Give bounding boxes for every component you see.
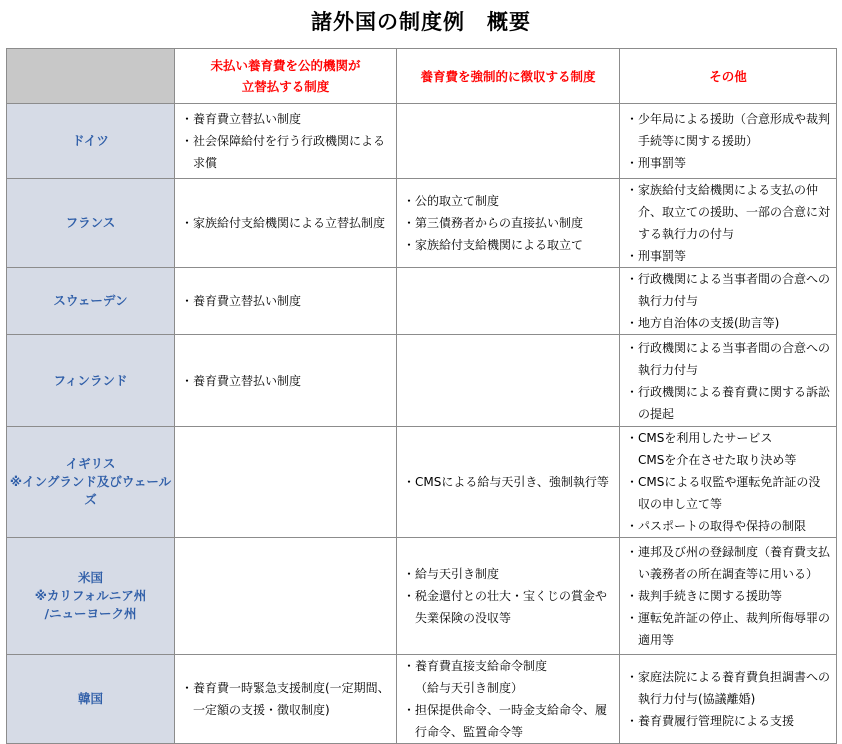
list-item: [626, 268, 830, 312]
bullet-list: [181, 290, 390, 312]
system-cell-col1: [175, 268, 397, 335]
page-title: 諸外国の制度例 概要: [311, 10, 531, 34]
bullet-mark: ・: [181, 112, 194, 126]
list-item: [403, 655, 613, 699]
system-cell-col2: [397, 427, 620, 538]
system-cell-col2: [397, 104, 620, 179]
system-cell-col3: [620, 104, 837, 179]
table-row: [7, 268, 837, 335]
bullet-list: [626, 108, 830, 174]
bullet-list: [403, 655, 613, 743]
bullet-mark: ・: [626, 316, 639, 330]
bullet-mark: ・: [626, 112, 639, 126]
header-label: 未払い養育費を公的機関が 立替払する制度: [210, 58, 361, 94]
bullet-mark: ・: [626, 272, 639, 286]
country-cell: [7, 538, 175, 655]
list-item-text: 家族給付支給機関による立替払制度: [193, 216, 386, 230]
list-item: [403, 585, 613, 629]
header-advance-payment: [175, 49, 397, 104]
country-name: 韓国: [77, 691, 103, 706]
country-cell: [7, 427, 175, 538]
list-item-text: CMSによる給与天引き、強制執行等: [415, 475, 609, 489]
list-item-text: 地方自治体の支援(助言等): [638, 316, 780, 330]
list-item-text: 刑事罰等: [638, 156, 687, 170]
country-name: フランス: [65, 215, 116, 230]
system-cell-col2: [397, 655, 620, 744]
list-item-text: パスポートの取得や保持の制限: [638, 519, 807, 533]
system-cell-col1: [175, 179, 397, 268]
system-cell-col3: [620, 179, 837, 268]
list-item-text: 家族給付支給機関による支払の仲介、取立ての援助、一部の合意に対する執行力の付与: [638, 183, 831, 241]
table-row: [7, 538, 837, 655]
bullet-mark: ・: [626, 611, 639, 625]
list-item-text: 養育費直接支給命令制度 （給与天引き制度）: [415, 659, 548, 695]
list-item-text: 運転免許証の停止、裁判所侮辱罪の適用等: [638, 611, 831, 647]
system-cell-col2: [397, 538, 620, 655]
system-cell-col1: [175, 538, 397, 655]
list-item-text: 行政機関による養育費に関する訴訟の提起: [638, 384, 831, 421]
list-item-text: 行政機関による当事者間の合意への執行力付与: [638, 272, 831, 308]
bullet-mark: ・: [626, 519, 639, 533]
country-name: ドイツ: [72, 133, 109, 148]
list-item: [626, 471, 830, 515]
header-label: 養育費を強制的に徴収する制度: [420, 68, 596, 84]
list-item-text: 連邦及び州の登録制度（養育費支払い義務者の所在調査等に用いる）: [638, 545, 831, 581]
bullet-mark: ・: [403, 703, 416, 717]
bullet-list: [403, 471, 613, 493]
bullet-mark: ・: [403, 589, 416, 603]
table-row: [7, 427, 837, 538]
list-item: [626, 152, 830, 174]
list-item-text: 養育費立替払い制度: [193, 294, 302, 308]
bullet-list: [181, 677, 390, 721]
comparison-table: [6, 48, 837, 744]
bullet-mark: ・: [626, 589, 639, 603]
bullet-mark: ・: [626, 183, 639, 197]
bullet-mark: ・: [626, 431, 639, 445]
system-cell-col3: [620, 538, 837, 655]
bullet-list: [626, 337, 830, 425]
list-item: [181, 130, 390, 174]
system-cell-col1: [175, 104, 397, 179]
list-item: [181, 290, 390, 312]
list-item-text: 家庭法院による養育費負担調書への執行力付与(協議離婚): [638, 670, 831, 706]
system-cell-col2: [397, 179, 620, 268]
list-item-text: 養育費立替払い制度: [193, 112, 302, 126]
list-item: [626, 337, 830, 381]
bullet-mark: ・: [626, 249, 639, 263]
list-item: [626, 427, 830, 471]
bullet-list: [181, 212, 390, 234]
system-cell-col1: [175, 335, 397, 427]
system-cell-col3: [620, 655, 837, 744]
list-item: [626, 381, 830, 425]
list-item: [626, 108, 830, 152]
list-item: [626, 541, 830, 585]
list-item-text: 担保提供命令、一時金支給命令、履行命令、監置命令等: [415, 703, 608, 739]
list-item: [181, 677, 390, 721]
bullet-list: [403, 190, 613, 256]
bullet-mark: ・: [626, 340, 639, 355]
bullet-list: [403, 563, 613, 629]
list-item: [626, 312, 830, 334]
system-cell-col1: [175, 427, 397, 538]
header-forced-collection: [397, 49, 620, 104]
list-item: [626, 515, 830, 537]
list-item-text: 養育費立替払い制度: [193, 373, 302, 388]
list-item: [626, 666, 830, 710]
list-item-text: 養育費履行管理院による支援: [638, 714, 795, 728]
list-item-text: 税金還付との壮大・宝くじの賞金や失業保険の没収等: [415, 589, 608, 625]
list-item: [626, 710, 830, 732]
list-item: [181, 212, 390, 234]
list-item-text: 第三債務者からの直接払い制度: [415, 216, 584, 230]
list-item: [626, 245, 830, 267]
system-cell-col1: [175, 655, 397, 744]
list-item: [181, 370, 390, 392]
list-item: [403, 699, 613, 743]
country-cell: [7, 179, 175, 268]
country-cell: [7, 104, 175, 179]
bullet-mark: ・: [181, 294, 194, 308]
list-item: [403, 212, 613, 234]
country-cell: [7, 335, 175, 427]
bullet-mark: ・: [626, 156, 639, 170]
list-item: [626, 607, 830, 651]
system-cell-col2: [397, 268, 620, 335]
bullet-mark: ・: [626, 545, 639, 559]
bullet-mark: ・: [626, 475, 639, 489]
system-cell-col3: [620, 268, 837, 335]
list-item: [403, 234, 613, 256]
bullet-list: [626, 666, 830, 732]
list-item: [403, 471, 613, 493]
header-other: [620, 49, 837, 104]
list-item: [181, 108, 390, 130]
header-corner-cell: [7, 49, 175, 104]
header-row: [7, 49, 837, 104]
table-row: [7, 655, 837, 744]
system-cell-col3: [620, 335, 837, 427]
table-row: [7, 179, 837, 268]
country-cell: [7, 268, 175, 335]
bullet-mark: ・: [403, 567, 416, 581]
bullet-mark: ・: [626, 714, 639, 728]
list-item-text: 養育費一時緊急支援制度(一定期間、一定額の支援・徴収制度): [193, 681, 390, 717]
bullet-mark: ・: [181, 373, 194, 388]
bullet-mark: ・: [181, 681, 194, 695]
bullet-list: [626, 179, 830, 267]
country-cell: [7, 655, 175, 744]
bullet-mark: ・: [626, 670, 639, 684]
list-item: [626, 179, 830, 245]
bullet-mark: ・: [403, 475, 416, 489]
header-label: その他: [709, 68, 747, 84]
system-cell-col2: [397, 335, 620, 427]
list-item-text: 家族給付支給機関による取立て: [415, 238, 584, 252]
list-item-text: 刑事罰等: [638, 249, 687, 263]
country-name: 米国 ※カリフォルニア州 /ニューヨーク州: [34, 570, 147, 621]
list-item-text: CMSを利用したサービス CMSを介在させた取り決め等: [638, 431, 797, 467]
bullet-mark: ・: [403, 216, 416, 230]
bullet-mark: ・: [181, 134, 194, 148]
table-row: [7, 104, 837, 179]
list-item-text: 社会保障給付を行う行政機関による求償: [193, 134, 386, 170]
bullet-mark: ・: [181, 216, 194, 230]
country-name: フィンランド: [53, 372, 128, 388]
list-item-text: 裁判手続きに関する援助等: [638, 589, 783, 603]
bullet-list: [181, 370, 390, 392]
list-item-text: 少年局による援助（合意形成や裁判手続等に関する援助）: [638, 112, 831, 148]
bullet-mark: ・: [403, 194, 416, 208]
list-item: [403, 190, 613, 212]
country-name: スウェーデン: [53, 293, 128, 308]
list-item: [403, 563, 613, 585]
bullet-list: [181, 108, 390, 174]
list-item-text: 給与天引き制度: [415, 567, 500, 581]
bullet-mark: ・: [403, 659, 416, 673]
table-row: [7, 335, 837, 427]
bullet-list: [626, 541, 830, 651]
system-cell-col3: [620, 427, 837, 538]
bullet-list: [626, 268, 830, 334]
list-item: [626, 585, 830, 607]
list-item-text: CMSによる収監や運転免許証の没収の申し立て等: [638, 475, 821, 511]
bullet-list: [626, 427, 830, 537]
country-name: イギリス ※イングランド及びウェールズ: [9, 456, 172, 507]
list-item-text: 行政機関による当事者間の合意への執行力付与: [638, 340, 831, 377]
bullet-mark: ・: [626, 384, 639, 399]
list-item-text: 公的取立て制度: [415, 194, 500, 208]
bullet-mark: ・: [403, 238, 416, 252]
